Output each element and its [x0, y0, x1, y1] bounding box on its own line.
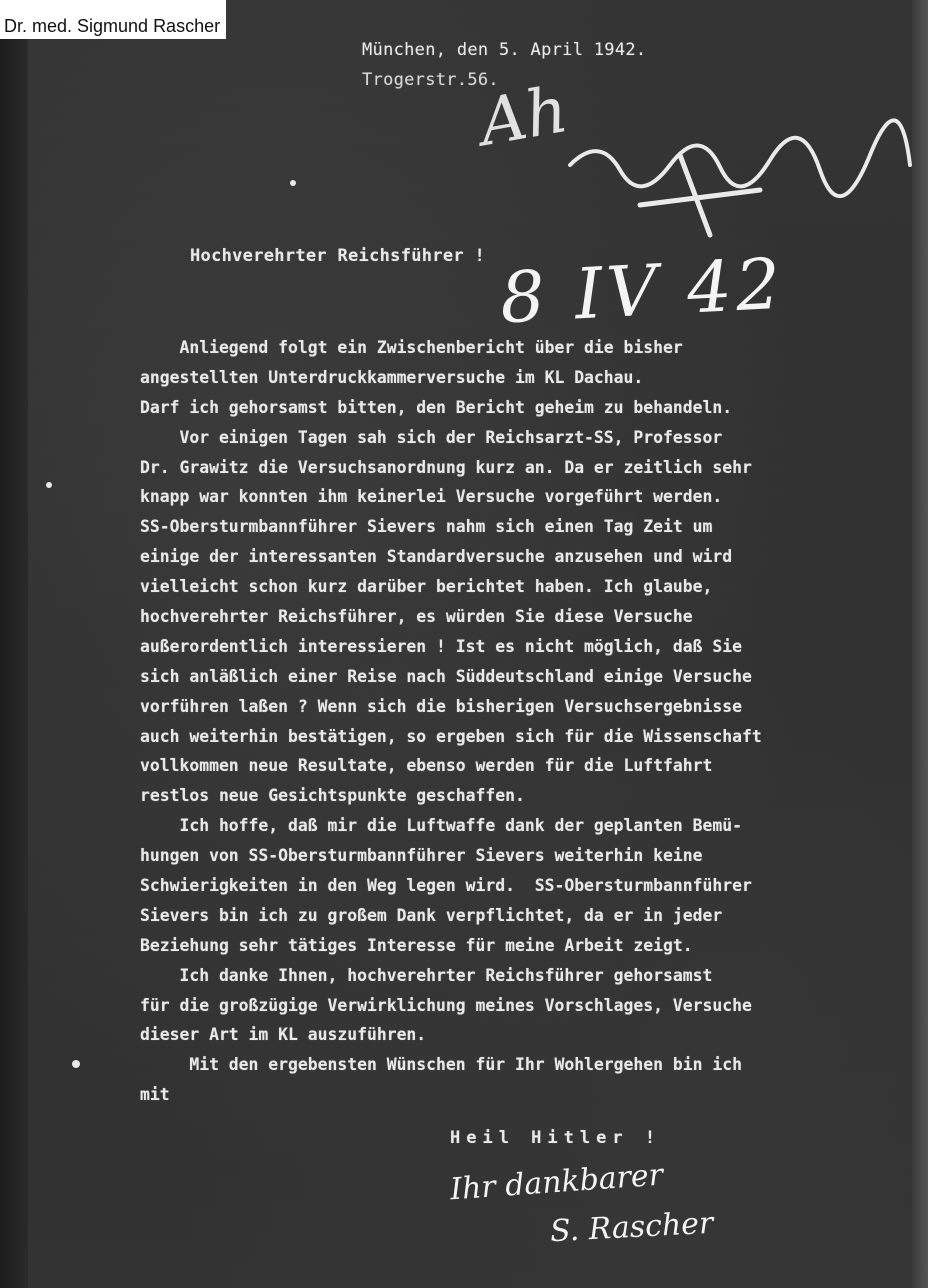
letter-body-line: SS-Obersturmbannführer Sievers nahm sich einen Tag Zeit um: [140, 517, 713, 537]
letter-body-line: Schwierigkeiten in den Weg legen wird. SS-Obersturmbannführer: [140, 876, 752, 896]
letter-body-line: Dr. Grawitz die Versuchsanordnung kurz an. Da er zeitlich sehr: [140, 457, 752, 477]
punch-hole-dot: [46, 482, 52, 488]
letter-body-line: dieser Art im KL auszuführen.: [140, 1025, 427, 1045]
handwritten-signature: S. Rascher: [549, 1205, 715, 1250]
letter-body-line: sich anläßlich einer Reise nach Süddeutschland einige Versuche: [140, 666, 752, 686]
letter-body-line: vorführen laßen ? Wenn sich die bisherigen Versuchsergebnisse: [140, 696, 742, 716]
letter-body-line: Mit den ergebensten Wünschen für Ihr Wohlergehen bin ich: [140, 1055, 742, 1075]
letter-body-line: auch weiterhin bestätigen, so ergeben sich für die Wissenschaft: [140, 726, 762, 746]
letter-closing: Heil Hitler !: [450, 1128, 662, 1148]
letter-body-line: hochverehrter Reichsführer, es würden Sie diese Versuche: [140, 607, 693, 627]
letter-body-line: angestellten Unterdruckkammerversuche im KL Dachau.: [140, 367, 644, 387]
letter-body-line: Anliegend folgt ein Zwischenbericht über die bisher: [140, 338, 683, 357]
letter-body-line: mit: [140, 1085, 170, 1105]
letter-body-line: Ich danke Ihnen, hochverehrter Reichsführer gehorsamst: [140, 965, 713, 985]
letter-body-line: außerordentlich interessieren ! Ist es nicht möglich, daß Sie: [140, 636, 742, 656]
letter-body-line: vielleicht schon kurz darüber berichtet haben. Ich glaube,: [140, 577, 713, 597]
letter-body-line: vollkommen neue Resultate, ebenso werden für die Luftfahrt: [140, 756, 713, 776]
handwritten-date: 8 IV 42: [498, 242, 787, 340]
letter-body-line: hungen von SS-Obersturmbannführer Sievers weiterhin keine: [140, 846, 703, 866]
handwritten-initial: Ah: [474, 72, 574, 162]
letter-body-line: einige der interessanten Standardversuche anzusehen und wird: [140, 547, 733, 567]
handwritten-scribble: [560, 95, 920, 245]
letter-body-line: Ich hoffe, daß mir die Luftwaffe dank der geplanten Bemü-: [140, 816, 742, 836]
punch-hole-dot: [72, 1060, 80, 1068]
letter-body-line: für die großzügige Verwirklichung meines Vorschlages, Versuche: [140, 995, 752, 1015]
letter-body-line: Sievers bin ich zu großem Dank verpflichtet, da er in jeder: [140, 905, 723, 925]
letter-body-line: Darf ich gehorsamst bitten, den Bericht geheim zu behandeln.: [140, 397, 733, 417]
letter-body-line: Beziehung sehr tätiges Interesse für meine Arbeit zeigt.: [140, 935, 693, 955]
letter-street-address: Trogerstr.56.: [362, 70, 499, 90]
page-left-shadow: [0, 0, 28, 1288]
letter-body: [140, 333, 915, 1110]
letter-body-line: Vor einigen Tagen sah sich der Reichsarzt-SS, Professor: [140, 427, 723, 447]
photo-caption: Dr. med. Sigmund Rascher: [0, 0, 226, 39]
handwritten-closing: Ihr dankbarer: [449, 1157, 665, 1208]
punch-hole-dot: [290, 180, 296, 186]
letter-body-line: knapp war konnten ihm keinerlei Versuche vorgeführt werden.: [140, 487, 723, 507]
letter-salutation: Hochverehrter Reichsführer !: [190, 246, 485, 266]
letter-date: München, den 5. April 1942.: [362, 40, 647, 60]
letter-body-line: restlos neue Gesichtspunkte geschaffen.: [140, 786, 525, 806]
